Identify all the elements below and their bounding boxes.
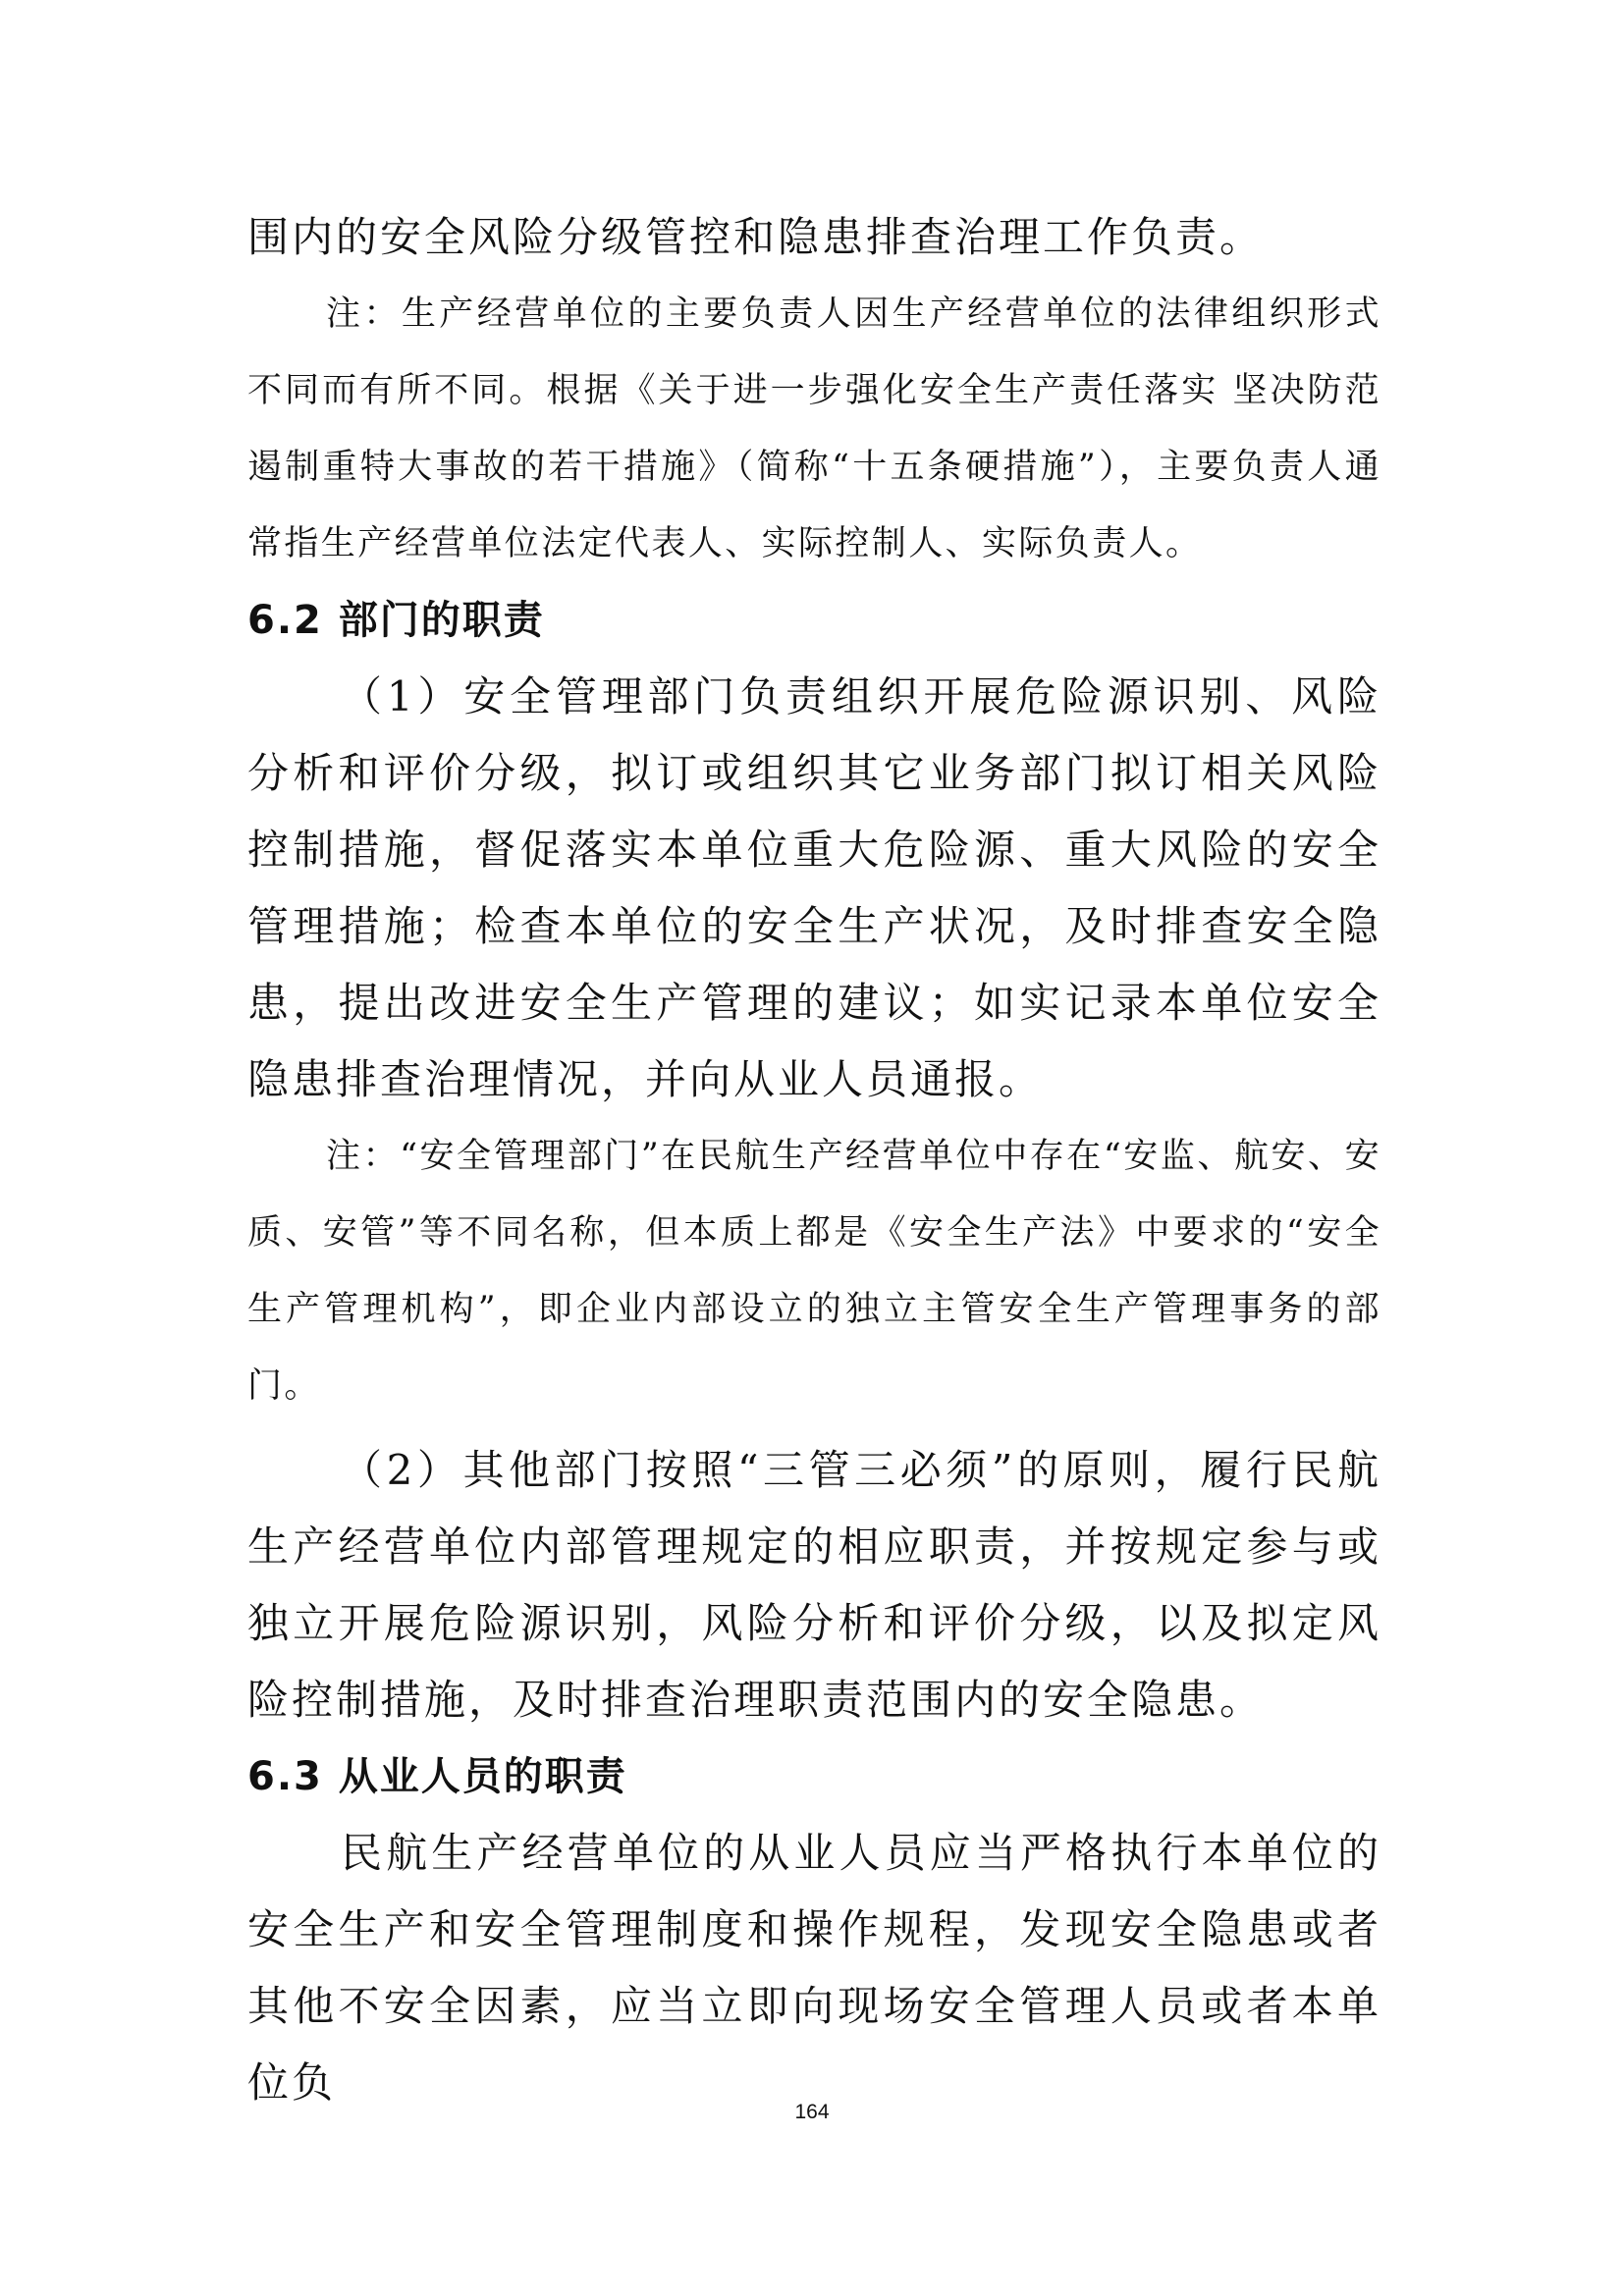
section-6-3-paragraph: 民航生产经营单位的从业人员应当严格执行本单位的安全生产和安全管理制度和操作规程，发现安全隐患或者其他不安全因素，应当立即向现场安全管理人员或者本单位负 [247,1829,1381,2107]
note-main-responsible-person: 注：生产经营单位的主要负责人因生产经营单位的法律组织形式不同而有所不同。根据《关于进一步强化安全生产责任落实 坚决防范遏制重特大事故的若干措施》（简称“十五条硬措施”），主要负责人通常指生产经营单位法定代表人、实际控制人、实际负责人。 [247,294,1381,563]
page-body [247,199,1381,2121]
continued-paragraph: 围内的安全风险分级管控和隐患排查治理工作负责。 [247,213,1265,261]
spacer [247,1424,1381,1432]
note-safety-department: 注：“安全管理部门”在民航生产经营单位中存在“安监、航安、安质、安管”等不同名称，但本质上都是《安全生产法》中要求的“安全生产管理机构”，即企业内部设立的独立主管安全生产管理事务的部门。 [247,1137,1381,1406]
section-6-2-heading: 6.2 部门的职责 [247,598,545,643]
section-6-3-heading: 6.3 从业人员的职责 [247,1754,627,1799]
page-number: 164 [794,2101,830,2123]
section-6-2-item-2: （2）其他部门按照“三管三必须”的原则，履行民航生产经营单位内部管理规定的相应职责，并按规定参与或独立开展危险源识别，风险分析和评价分级，以及拟定风险控制措施，及时排查治理职责范围内的安全隐患。 [247,1446,1381,1724]
section-6-2-item-1: （1）安全管理部门负责组织开展危险源识别、风险分析和评价分级，拟订或组织其它业务部门拟订相关风险控制措施，督促落实本单位重大危险源、重大风险的安全管理措施；检查本单位的安全生产状况，及时排查安全隐患，提出改进安全生产管理的建议；如实记录本单位安全隐患排查治理情况，并向从业人员通报。 [247,672,1381,1103]
